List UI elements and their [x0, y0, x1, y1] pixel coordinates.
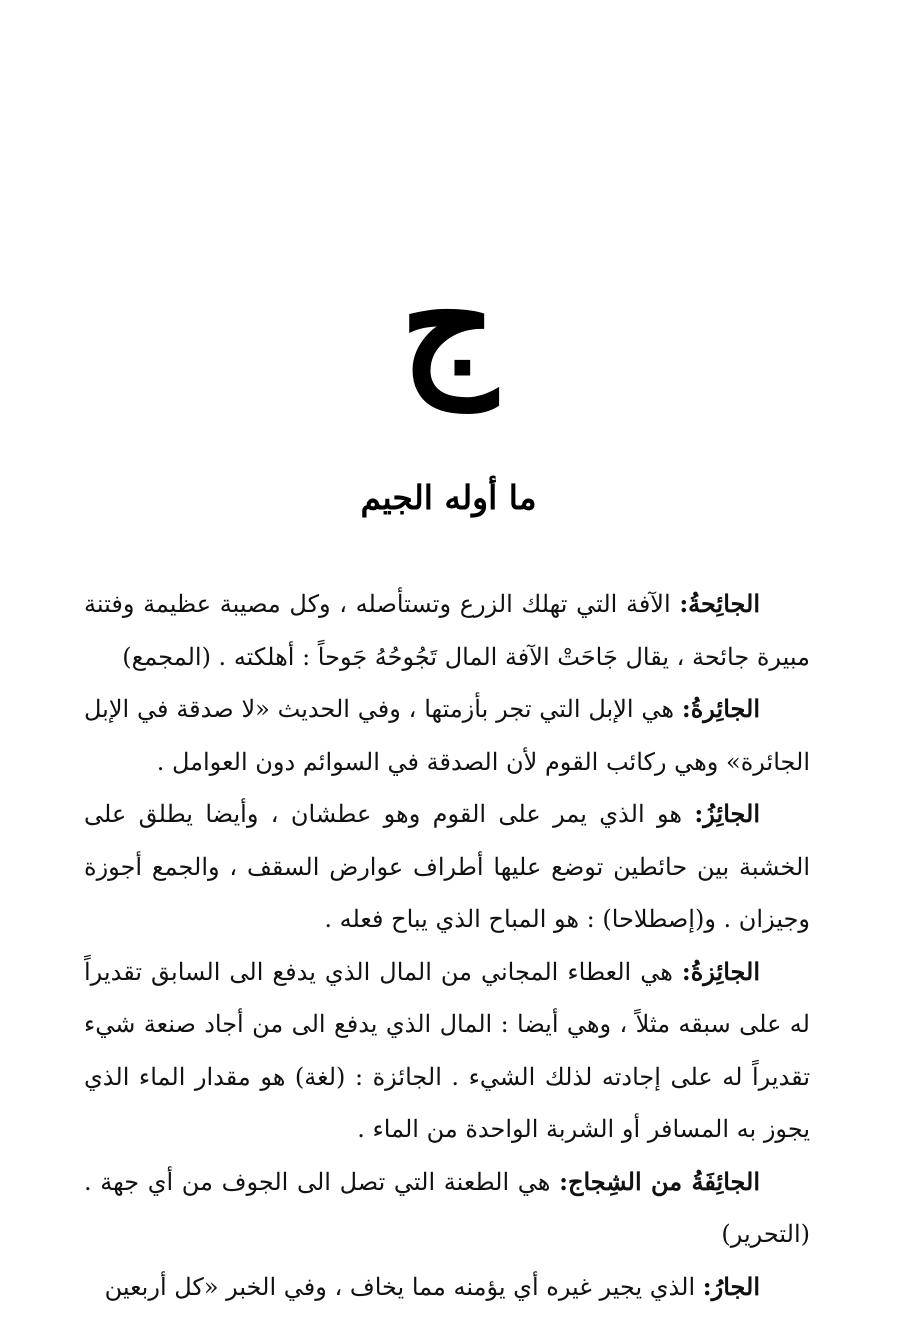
- entry: [84, 1261, 810, 1314]
- chapter-letter: ج: [400, 235, 497, 411]
- section-title: ما أوله الجيم: [360, 478, 537, 517]
- entry-term: الجائِحةُ:: [679, 589, 760, 618]
- entry: [84, 683, 810, 788]
- entry-definition: الذي يجير غيره أي يؤمنه مما يخاف ، وفي الخبر «كل أربعين: [104, 1272, 703, 1301]
- entries-list: [84, 578, 810, 1313]
- entry-definition: هي الإبل التي تجر بأزمتها ، وفي الحديث «لا صدقة في الإبل الجائرة» وهي ركائب القوم لأن الصدقة في السوائم دون العوامل .: [84, 695, 810, 776]
- entry-definition: هو الذي يمر على القوم وهو عطشان ، وأيضا يطلق على الخشبة بين حائطين توضع عليها أطراف عوارض السقف ، والجمع أجوزة وجيزان . و(إصطلاحا) : هو المباح الذي يباح فعله .: [84, 800, 810, 933]
- entry: [84, 578, 810, 683]
- entry: [84, 946, 810, 1156]
- entry-definition: هي العطاء المجاني من المال الذي يدفع الى السابق تقديراً له على سبقه مثلاً ، وهي أيضا : المال الذي يدفع الى من أجاد صنعة شيء تقديراً له على إجادته لذلك الشيء . الجائزة : (لغة) هو مقدار الماء الذي يجوز به المسافر أو الشربة الواحدة من الماء .: [84, 957, 810, 1143]
- entry: [84, 1156, 810, 1261]
- entry-definition: الآفة التي تهلك الزرع وتستأصله ، وكل مصيبة عظيمة وفتنة مبيرة جائحة ، يقال جَاحَتْ الآفة المال تَجُوحُهُ جَوحاً : أهلكته . (المجمع): [84, 590, 810, 671]
- entry: [84, 788, 810, 946]
- entry-term: الجارُ:: [702, 1271, 760, 1301]
- entry-term: الجائِزةُ:: [681, 956, 760, 986]
- entry-term: الجائِزُ:: [694, 799, 760, 828]
- entry-definition: هي الطعنة التي تصل الى الجوف من أي جهة . (التحرير): [84, 1167, 810, 1248]
- entry-term: الجائِفَةُ من الشِجاج:: [559, 1166, 761, 1196]
- entry-term: الجائِرةُ:: [681, 694, 760, 723]
